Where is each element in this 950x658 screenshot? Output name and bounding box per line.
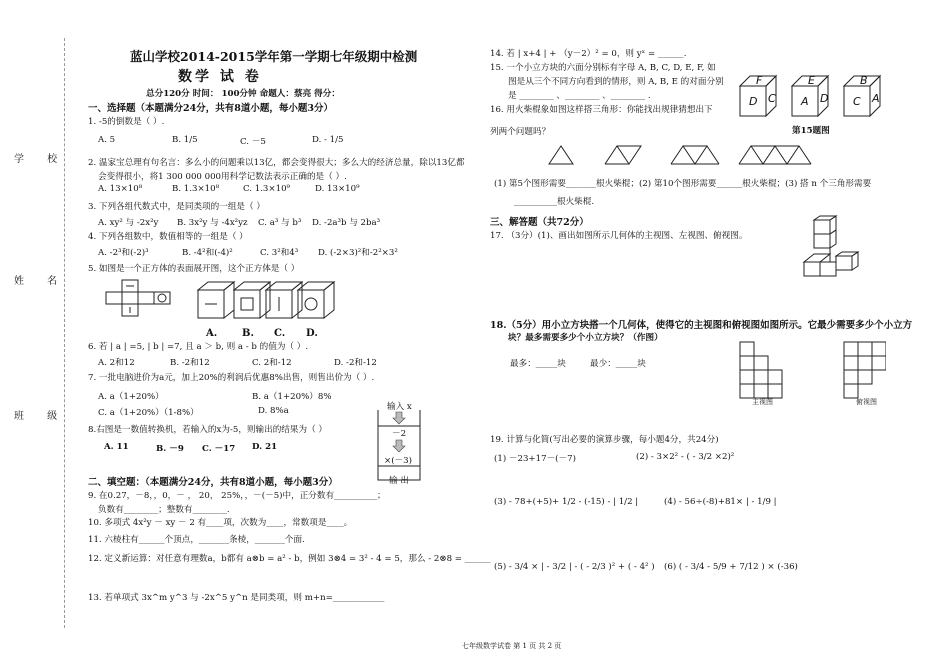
q8-stem: 8.右图是一数值转换机，若输入的x为-5，则输出的结果为（ ） (88, 425, 327, 435)
section3-heading: 三、解答题（共72分） (490, 217, 589, 228)
q5-option-c: C. (274, 328, 286, 339)
q5-option-b: B. (242, 328, 254, 339)
q1-option-d: D. - 1/5 (312, 135, 344, 145)
main-view-label: 主视图 (752, 398, 773, 406)
q11-stem: 11. 六棱柱有______个顶点，_______条棱，_______个面. (88, 535, 305, 545)
fig15-caption: 第15题图 (792, 126, 830, 136)
q4-option-a: A. -2³和(-2)³ (98, 248, 149, 258)
machine-input: 输入 x (387, 402, 412, 412)
cube2-side-letter: D (820, 92, 829, 105)
triangle-pattern-4 (739, 146, 811, 164)
q19-part3: (3) - 78+(+5)+ 1/2 - (-15) - | 1/2 | (494, 497, 639, 507)
q8-option-c: C. －17 (202, 444, 236, 454)
cube1-side-letter: C (768, 92, 776, 105)
q6-option-a: A. 2和12 (98, 358, 135, 368)
side-label-name: 姓 名 (14, 276, 68, 287)
q2-option-c: C. 1.3×10⁹ (243, 184, 290, 194)
q7-stem: 7. 一批电脑进价为a元，加上20%的利润后优惠8%出售，则售出价为（ ）. (88, 373, 375, 383)
q3-stem: 3. 下列各组代数式中，是同类项的一组是（ ） (88, 202, 265, 212)
q1-option-b: B. 1/5 (172, 135, 198, 145)
q8-option-b: B. －9 (156, 444, 184, 454)
triangle-pattern-3 (671, 146, 719, 164)
q19-part1: (1) －23+17－(－7) (494, 454, 576, 464)
q19-part4: (4) - 56÷(-8)+81× | - 1/9 | (664, 497, 777, 507)
machine-output: 输 出 (389, 476, 409, 486)
cube3-front-letter: C (853, 95, 861, 108)
q4-option-c: C. 3²和4³ (260, 248, 299, 258)
page-footer: 七年级数学试卷 第 1 页 共 2 页 (462, 642, 562, 650)
machine-step-subtract: －2 (392, 429, 407, 439)
cube2-top-letter: E (808, 74, 815, 87)
q6-option-b: B. -2和12 (170, 358, 210, 368)
q8-option-a: A. 11 (104, 442, 129, 452)
q5-option-a: A. (206, 328, 218, 339)
top-view-label: 俯视图 (856, 398, 877, 406)
cube2-front-letter: A (801, 95, 809, 108)
q18-answer-max: 最多：_____块 (510, 359, 566, 369)
q13-stem: 13. 若单项式 3x^m y^3 与 -2x^5 y^n 是同类项，则 m+n=____________ (88, 593, 385, 603)
q18-stem-line2: 块？最多需要多少个小立方块？（作图） (508, 333, 663, 343)
cube-option-a (198, 282, 234, 318)
q1-option-c: C. －5 (240, 137, 266, 147)
q6-stem: 6. 若 | a | =5, | b | =7, 且 a ＞ b, 则 a - b 的值为（ ）. (88, 342, 309, 352)
q5-stem: 5. 如图是一个正方体的表面展开图，这个正方体是（ ） (88, 264, 300, 274)
exam-info: 总分120分 时间： 100分钟 命题人：蔡亮 得分： (146, 89, 340, 99)
top-view-grid (844, 342, 886, 398)
side-label-school: 学 校 (14, 154, 68, 165)
q4-option-d: D. (-2×3)²和-2²×3² (318, 248, 398, 258)
q17-stem: 17. （3分）(1)、画出如图所示几何体的主视图、左视图、俯视图。 (490, 231, 748, 241)
q3-option-d: D. -2a³b 与 2ba³ (312, 218, 381, 228)
q15-stem-line2: 图是从三个不同方向看到的情形，则 A, B, E 的对面分别 (508, 77, 724, 87)
triangle-pattern-1 (549, 146, 573, 164)
q6-option-d: D. -2和-12 (334, 358, 377, 368)
cube-options-figure (196, 278, 336, 326)
q2-stem-line1: 2. 温家宝总理有句名言：多么小的问题乘以13亿，都会变得很大；多么大的经济总量，除以13亿都 (88, 158, 465, 168)
triangle-pattern-2 (605, 146, 641, 164)
q15-stem-line1: 15. 一个小立方块的六面分别标有字母 A, B, C, D, E, F, 如 (490, 63, 716, 73)
q7-option-b: B. a（1+20%）8% (252, 392, 332, 402)
cube3-top-letter: B (860, 74, 868, 87)
section2-heading: 二、填空题：（本题满分24分，共有8道小题，每小题3分） (88, 477, 338, 488)
q10-stem: 10. 多项式 4x²y － xy － 2 有____项，次数为____，常数项是____。 (88, 518, 353, 528)
q12-stem: 12. 定义新运算：对任意有理数a，b都有 a⊗b = a² - b，例如 3⊗4 = 3² - 4 = 5，那么 - 2⊗8 = ______ (88, 554, 491, 564)
q1-stem: 1. -5的倒数是（ ）. (88, 117, 165, 127)
q3-option-a: A. xy² 与 -2x²y (98, 218, 159, 228)
cube-option-b (234, 282, 270, 318)
q16-stem-line2: 列两个问题吗？ (490, 127, 551, 137)
q4-stem: 4. 下列各组数中，数值相等的一组是（ ） (88, 232, 248, 242)
q4-option-b: B. -4²和(-4)² (182, 248, 233, 258)
side-label-class: 班 级 (14, 411, 68, 422)
exam-title: 蓝山学校2014-2015学年第一学期七年级期中检测 (130, 49, 418, 64)
q16-questions-line1: (1) 第5个图形需要_______根火柴棍；(2) 第10个图形需要______根火柴棍；(3) 搭 n 个三角形需要 (494, 179, 872, 189)
q18-stem-line1: 18.（5分）用小立方块搭一个几何体，使得它的主视图和俯视图如图所示。它最少需要多少个小立方 (490, 320, 913, 331)
cube-option-d (298, 282, 334, 318)
cube1-top-letter: F (756, 74, 763, 87)
q18-answer-min: 最少：_____块 (590, 359, 646, 369)
q17-solid-figure (800, 214, 860, 282)
main-view-grid (740, 342, 782, 398)
q5-option-d: D. (306, 328, 318, 339)
q16-questions-line2: __________根火柴棍. (514, 197, 595, 207)
q2-option-a: A. 13×10⁸ (98, 184, 143, 194)
q19-part2: (2) - 3×2² - ( - 3/2 ×2)² (636, 452, 735, 462)
section1-heading: 一、选择题（本题满分24分，共有8道小题，每小题3分） (88, 103, 333, 114)
q19-part6: (6) ( - 3/4 - 5/9 + 7/12 ) × (-36) (664, 562, 798, 572)
lettered-cubes-figure (736, 72, 886, 120)
q7-option-d: D. 8%a (258, 406, 289, 416)
q15-stem-line3: 是 ________ 、________ 、________ . (508, 91, 651, 101)
q14-stem: 14. 若 | x+4 | + （y－2）² = 0，则 yˣ = ______. (490, 49, 687, 59)
cube-option-c (266, 282, 302, 318)
q7-option-a: A. a（1+20%） (98, 392, 164, 402)
cube1-front-letter: D (749, 95, 758, 108)
q2-stem-line2: 会变得很小，将1 300 000 000用科学记数法表示正确的是（ ）. (98, 172, 347, 182)
q3-option-b: B. 3x²y 与 -4x²yz (177, 218, 248, 228)
q2-option-d: D. 13×10⁹ (315, 184, 360, 194)
q6-option-c: C. 2和-12 (252, 358, 292, 368)
q9-stem-line2: 负数有________；整数有________. (98, 505, 230, 515)
binding-line (64, 38, 65, 628)
matchstick-triangles-figure (545, 140, 815, 168)
exam-subtitle: 数学 试 卷 (178, 69, 262, 85)
cube3-side-letter: A (872, 92, 880, 105)
q1-option-a: A. 5 (98, 135, 116, 145)
q19-part5: (5) - 3/4 × | - 3/2 | - ( - 2/3 )² + ( - 4² ) (494, 562, 655, 572)
q19-stem: 19. 计算与化简(写出必要的演算步骤，每小题4分，共24分) (490, 435, 719, 445)
q3-option-c: C. a³ 与 b³ (258, 218, 302, 228)
q9-stem-line1: 9. 在0.27，－8，，0，－ ， 20， 25%，，－(－5)中，正分数有__________； (88, 491, 386, 501)
q2-option-b: B. 1.3×10⁸ (172, 184, 220, 194)
q7-option-c: C. a（1+20%）（1-8%） (98, 408, 199, 418)
machine-step-multiply: ×(－3) (384, 456, 412, 466)
q8-option-d: D. 21 (252, 442, 278, 452)
q16-stem-line1: 16. 用火柴棍象如图这样搭三角形：你能找出规律猜想出下 (490, 105, 713, 115)
cube-net-figure (104, 278, 186, 318)
